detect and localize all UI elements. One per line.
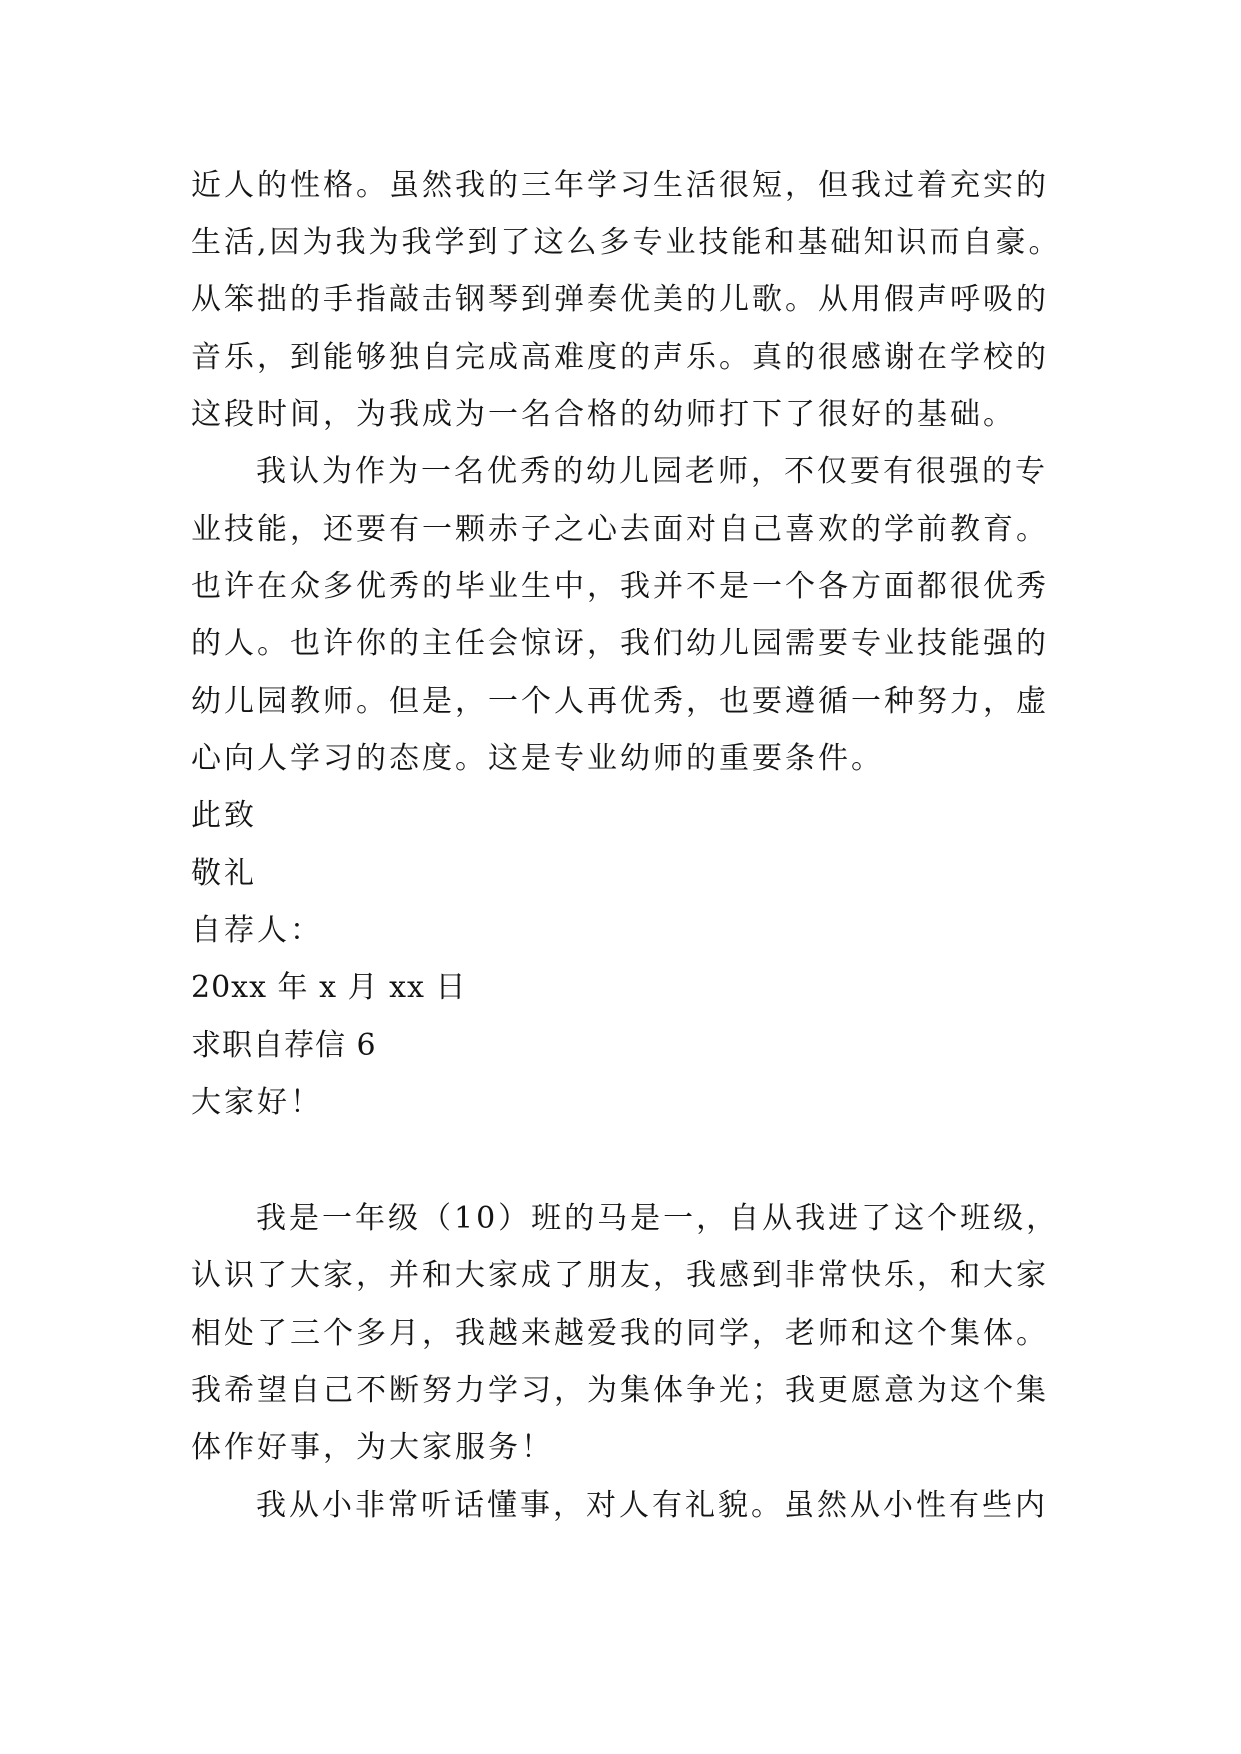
closing-cizhi: 此致 xyxy=(191,798,257,833)
text-line: 也许在众多优秀的毕业生中，我并不是一个各方面都很优秀 xyxy=(191,569,1049,604)
text-line: 我认为作为一名优秀的幼儿园老师，不仅要有很强的专 xyxy=(256,454,1048,489)
text-line: 我希望自己不断努力学习，为集体争光；我更愿意为这个集 xyxy=(191,1373,1049,1408)
text-line: 心向人学习的态度。这是专业幼师的重要条件。 xyxy=(191,741,884,776)
text-line: 我是一年级（10）班的马是一，自从我进了这个班级， xyxy=(256,1201,1060,1236)
text-line: 音乐，到能够独自完成高难度的声乐。真的很感谢在学校的 xyxy=(191,340,1049,375)
text-line: 体作好事，为大家服务！ xyxy=(191,1430,554,1465)
section-title: 求职自荐信 6 xyxy=(191,1028,377,1063)
text-line: 这段时间，为我成为一名合格的幼师打下了很好的基础。 xyxy=(191,397,1016,432)
closing-jingli: 敬礼 xyxy=(191,856,257,891)
text-line: 从笨拙的手指敲击钢琴到弹奏优美的儿歌。从用假声呼吸的 xyxy=(191,282,1049,317)
text-line: 相处了三个多月，我越来越爱我的同学，老师和这个集体。 xyxy=(191,1316,1049,1351)
greeting-line: 大家好！ xyxy=(191,1085,323,1120)
text-line: 生活,因为我为我学到了这么多专业技能和基础知识而自豪。 xyxy=(191,225,1062,260)
signer-line: 自荐人： xyxy=(191,913,323,948)
date-line: 20xx 年 x 月 xx 日 xyxy=(191,970,467,1005)
text-line: 近人的性格。虽然我的三年学习生活很短，但我过着充实的 xyxy=(191,168,1049,203)
text-line: 认识了大家，并和大家成了朋友，我感到非常快乐，和大家 xyxy=(191,1258,1049,1293)
text-line: 业技能，还要有一颗赤子之心去面对自己喜欢的学前教育。 xyxy=(191,512,1049,547)
text-line: 幼儿园教师。但是，一个人再优秀，也要遵循一种努力，虚 xyxy=(191,684,1049,719)
text-line: 我从小非常听话懂事，对人有礼貌。虽然从小性有些内 xyxy=(256,1488,1048,1523)
text-line: 的人。也许你的主任会惊讶，我们幼儿园需要专业技能强的 xyxy=(191,626,1049,661)
